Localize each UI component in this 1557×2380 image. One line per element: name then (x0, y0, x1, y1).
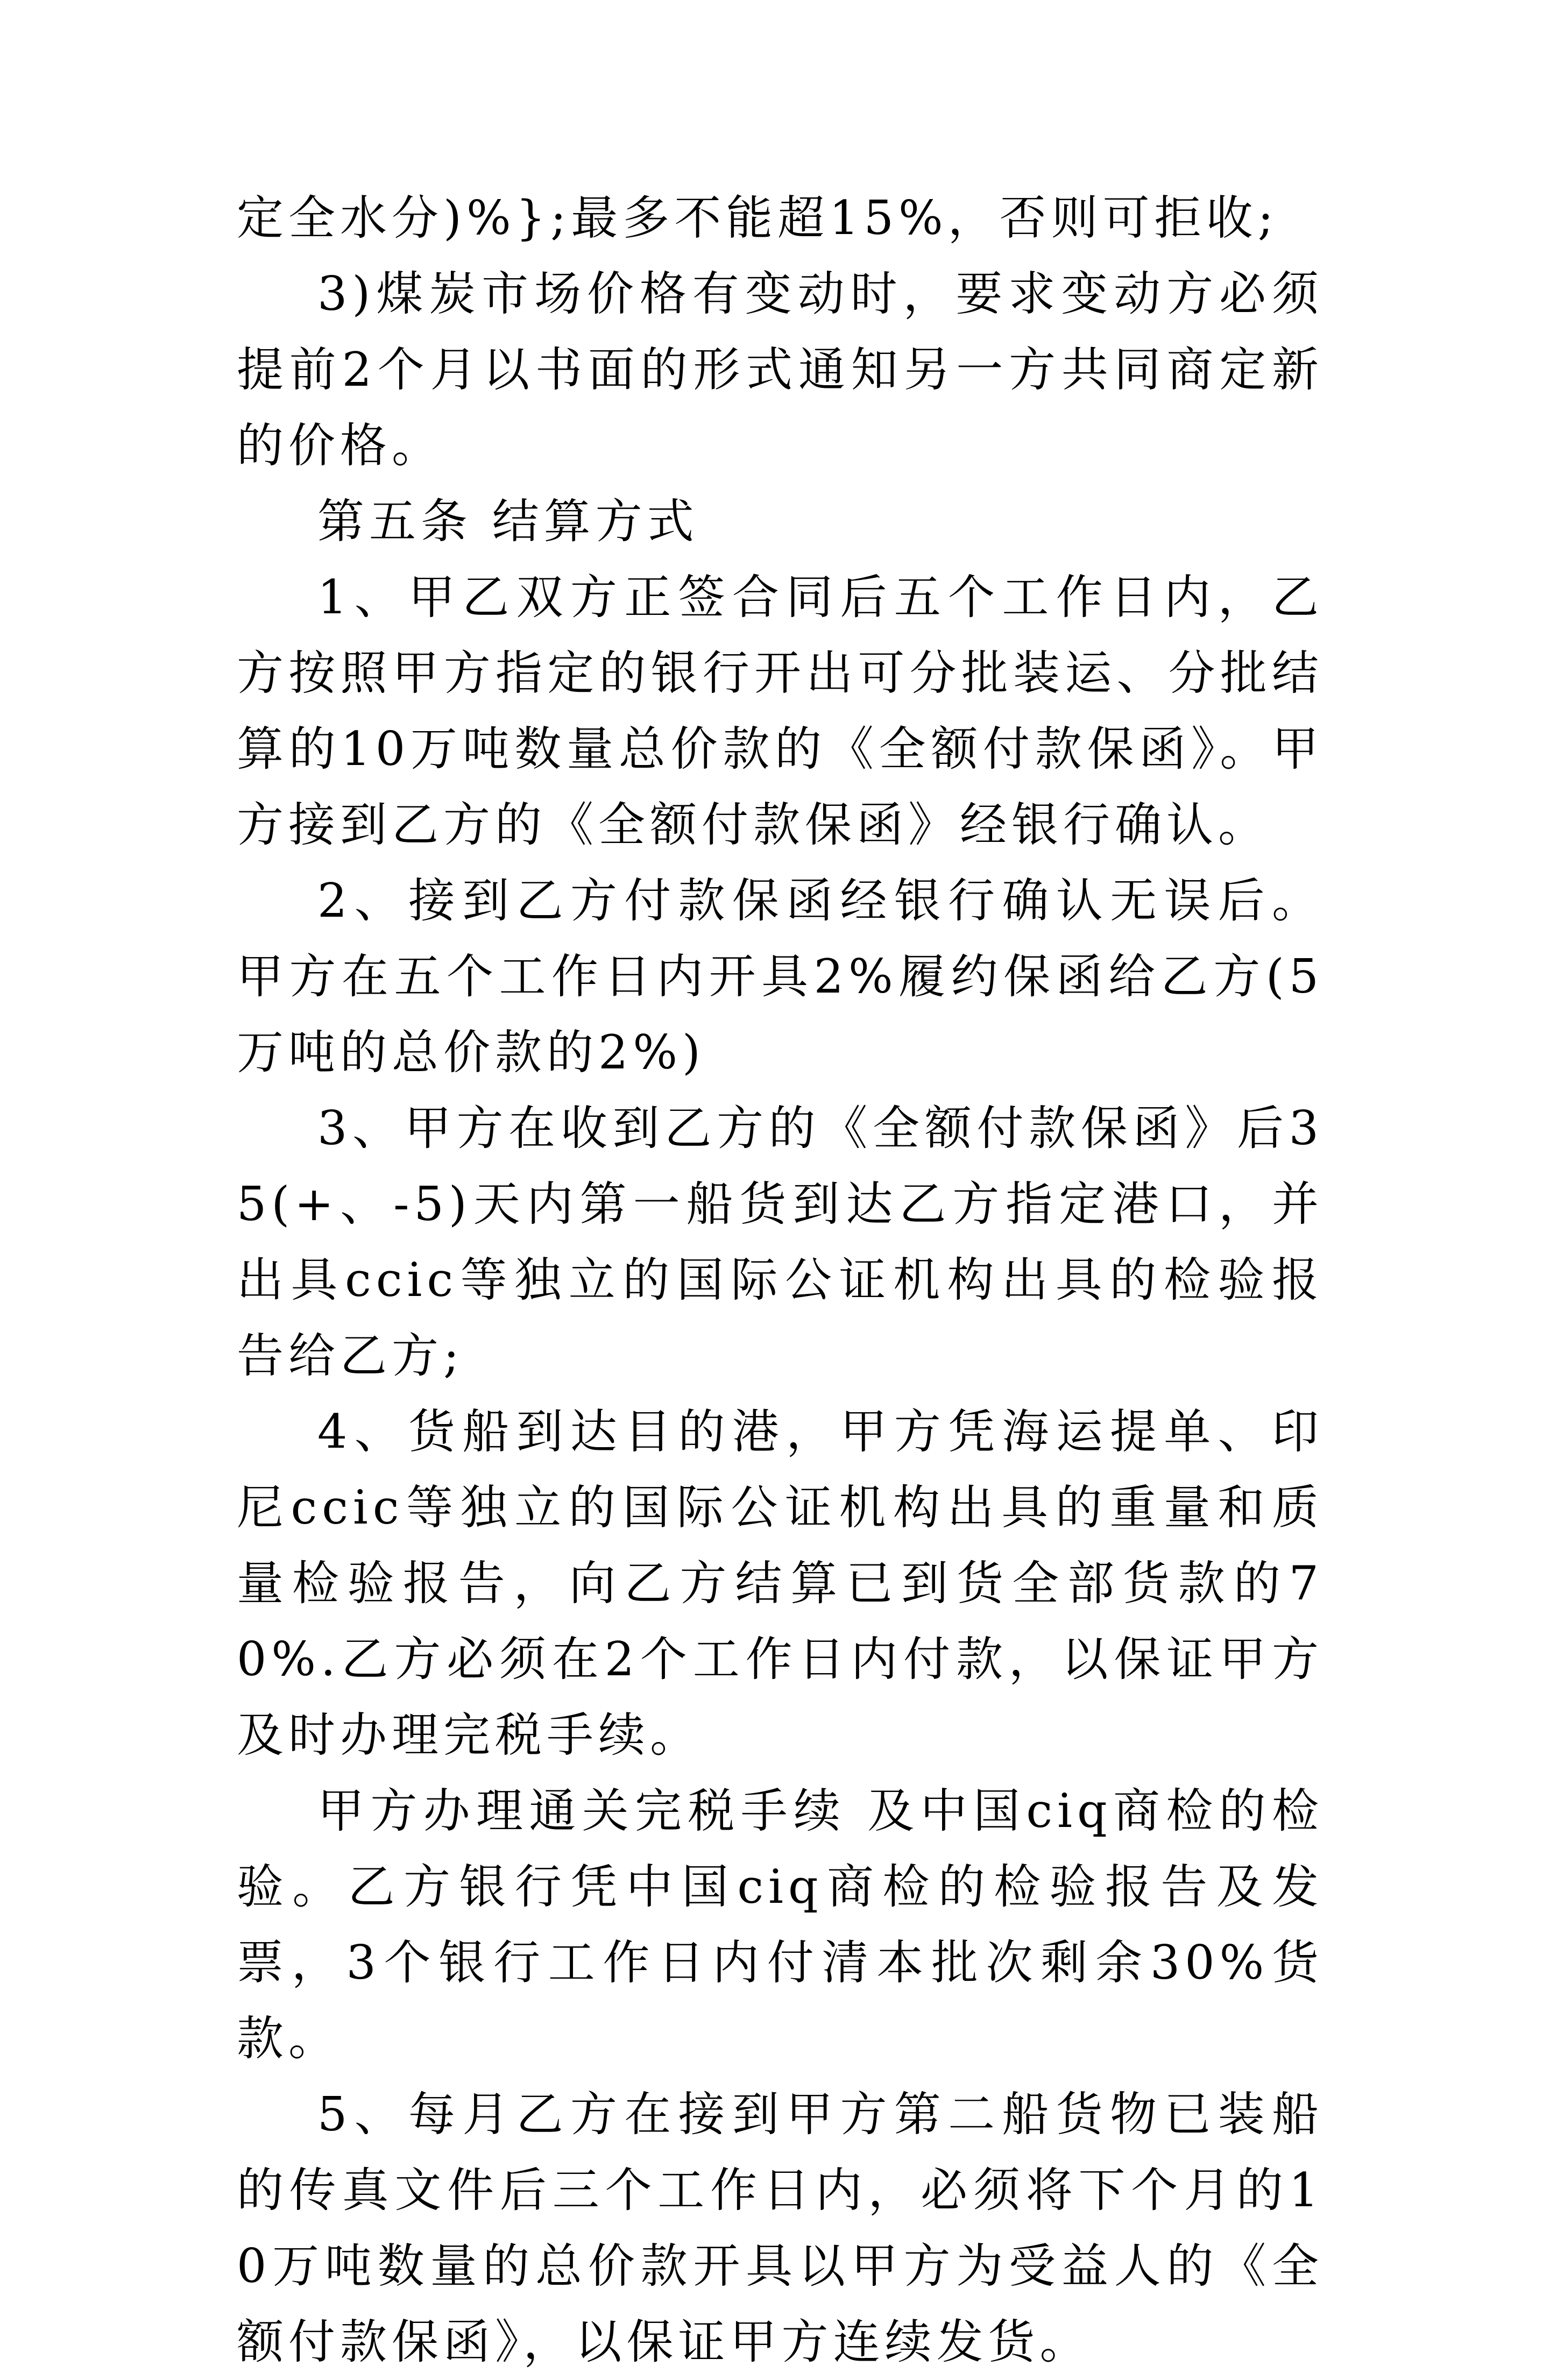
paragraph-clause-5: 5、每月乙方在接到甲方第二船货物已装船的传真文件后三个工作日内，必须将下个月的10万吨数量的总价款开具以甲方为受益人的《全额付款保函》，以保证甲方连续发货。 (237, 2087, 1324, 2369)
paragraph-clause-2: 2、接到乙方付款保函经银行确认无误后。甲方在五个工作日内开具2%履约保函给乙方(5万吨的总价款的2%) (237, 873, 1324, 1080)
paragraph-clause-3: 3、甲方在收到乙方的《全额付款保函》后35(+、-5)天内第一船货到达乙方指定港口，并出具ccic等独立的国际公证机构出具的检验报告给乙方; (237, 1101, 1324, 1383)
paragraph-clause-1: 1、甲乙双方正签合同后五个工作日内，乙方按照甲方指定的银行开出可分批装运、分批结算的10万吨数量总价款的《全额付款保函》。甲方接到乙方的《全额付款保函》经银行确认。 (237, 570, 1324, 852)
paragraph-price-change: 3)煤炭市场价格有变动时，要求变动方必须提前2个月以书面的形式通知另一方共同商定新的价格。 (237, 266, 1324, 473)
paragraph-clause-4-continued: 甲方办理通关完税手续 及中国ciq商检的检验。乙方银行凭中国ciq商检的检验报告及发票，3个银行工作日内付清本批次剩余30%货款。 (237, 1783, 1324, 2066)
paragraph-clause-4: 4、货船到达目的港，甲方凭海运提单、印尼ccic等独立的国际公证机构出具的重量和质量检验报告，向乙方结算已到货全部货款的70%.乙方必须在2个工作日内付款，以保证甲方及时办理完税手续。 (237, 1404, 1324, 1762)
paragraph-continuation: 定全水分)%};最多不能超15%，否则可拒收; (237, 190, 1278, 245)
section-heading-settlement: 第五条 结算方式 (317, 494, 699, 549)
document-body (237, 180, 1324, 2380)
